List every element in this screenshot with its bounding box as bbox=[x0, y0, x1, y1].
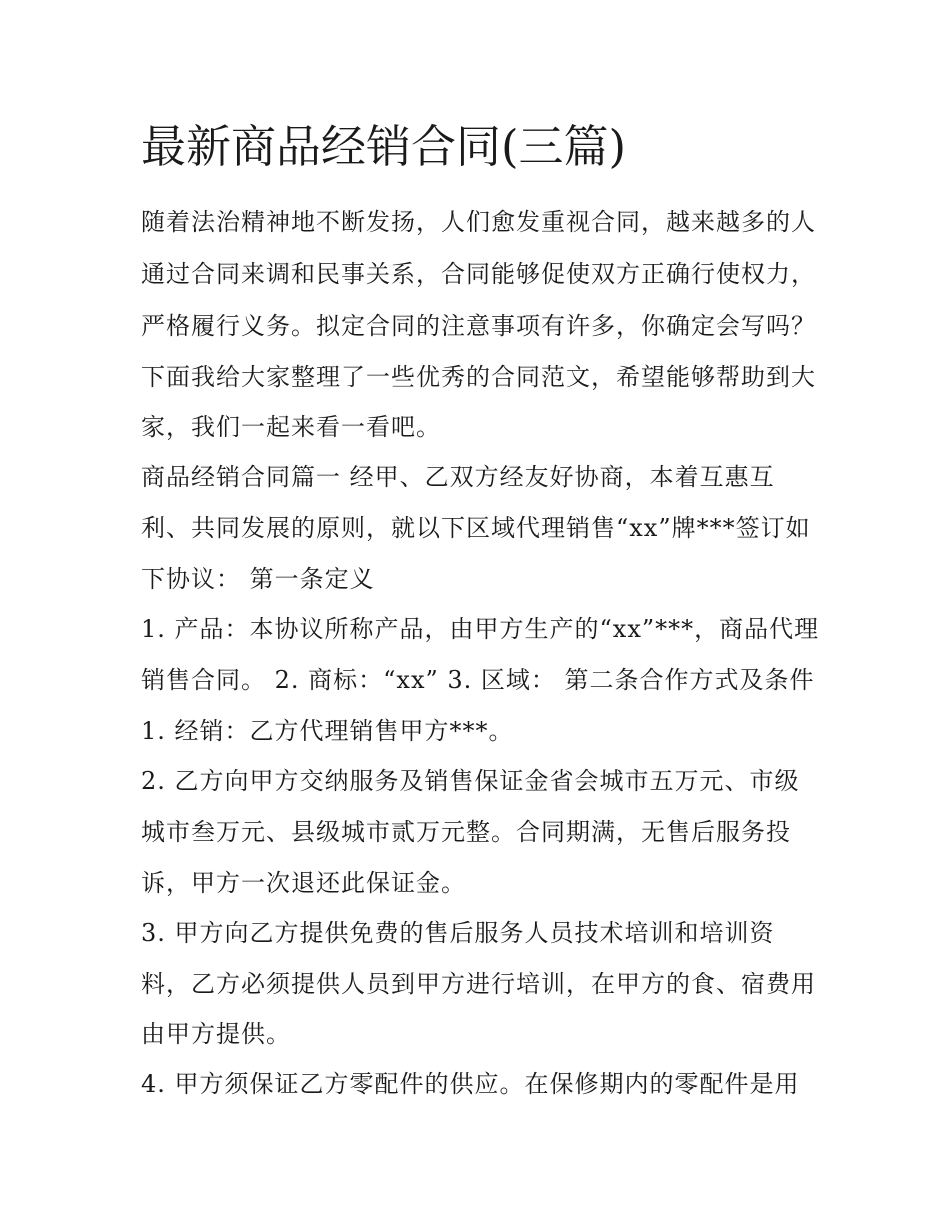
body-line: 1. 产品：本协议所称产品，由甲方生产的“xx”***，商品代理 bbox=[141, 615, 820, 643]
body-line: 1. 经销：乙方代理销售甲方***。 bbox=[141, 717, 514, 745]
body-line: 严格履行义务。拟定合同的注意事项有许多，你确定会写吗？ bbox=[141, 312, 816, 340]
body-line: 家，我们一起来看一看吧。 bbox=[141, 413, 441, 441]
body-line: 2. 乙方向甲方交纳服务及销售保证金省会城市五万元、市级 bbox=[141, 767, 800, 795]
body-line: 4. 甲方须保证乙方零配件的供应。在保修期内的零配件是用 bbox=[141, 1070, 800, 1098]
body-line: 由甲方提供。 bbox=[141, 1020, 291, 1048]
body-line: 通过合同来调和民事关系，合同能够促使双方正确行使权力， bbox=[141, 260, 816, 288]
body-line: 下协议： 第一条定义 bbox=[141, 565, 375, 593]
body-line: 随着法治精神地不断发扬，人们愈发重视合同，越来越多的人 bbox=[141, 208, 816, 236]
body-line: 商品经销合同篇一 经甲、乙双方经友好协商，本着互惠互 bbox=[141, 463, 775, 491]
body-line: 利、共同发展的原则，就以下区域代理销售“xx”牌***签订如 bbox=[141, 514, 811, 542]
body-line: 下面我给大家整理了一些优秀的合同范文，希望能够帮助到大 bbox=[141, 363, 816, 391]
body-line: 城市叁万元、县级城市贰万元整。合同期满，无售后服务投 bbox=[141, 818, 791, 846]
body-line: 料，乙方必须提供人员到甲方进行培训，在甲方的食、宿费用 bbox=[141, 970, 816, 998]
body-line: 销售合同。 2. 商标：“xx” 3. 区域： 第二条合作方式及条件 bbox=[141, 666, 815, 694]
body-line: 诉，甲方一次退还此保证金。 bbox=[141, 869, 466, 897]
document-title: 最新商品经销合同(三篇) bbox=[141, 120, 627, 173]
body-line: 3. 甲方向乙方提供免费的售后服务人员技术培训和培训资 bbox=[141, 919, 775, 947]
